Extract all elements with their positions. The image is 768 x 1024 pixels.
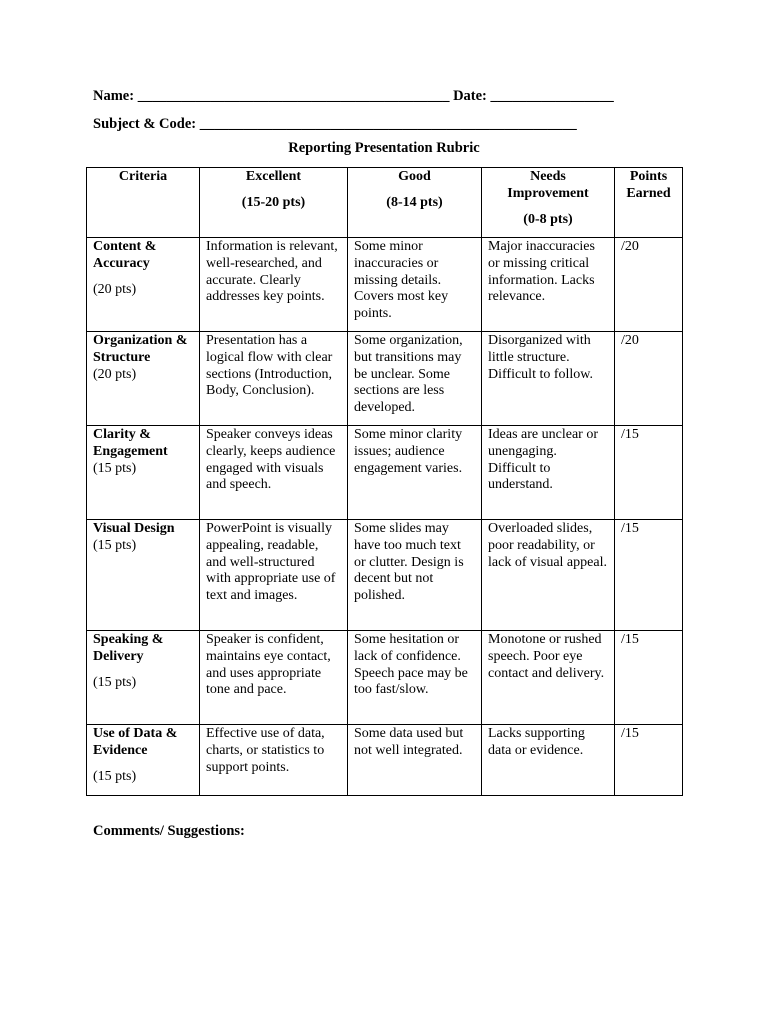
- rubric-title: Reporting Presentation Rubric: [288, 140, 480, 156]
- name-date-line[interactable]: Name: ___________________________________________ Date: _________________: [93, 88, 614, 104]
- header-needs-improvement: Needs Improvement (0-8 pts): [482, 168, 615, 238]
- needs-cell: Ideas are unclear or unengaging. Difficult to understand.: [482, 426, 615, 520]
- needs-cell: Monotone or rushed speech. Poor eye contact and delivery.: [482, 631, 615, 725]
- criteria-cell: Organization & Structure (20 pts): [87, 332, 200, 426]
- excellent-cell: Presentation has a logical flow with clear sections (Introduction, Body, Conclusion).: [200, 332, 348, 426]
- criteria-cell: Visual Design (15 pts): [87, 520, 200, 631]
- excellent-cell: PowerPoint is visually appealing, readable, and well-structured with appropriate use of text and images.: [200, 520, 348, 631]
- header-good-range: (8-14 pts): [386, 194, 443, 210]
- criteria-cell: Content & Accuracy (20 pts): [87, 238, 200, 332]
- header-points-earned: Points Earned: [615, 168, 683, 238]
- needs-cell: Lacks supporting data or evidence.: [482, 725, 615, 796]
- criteria-cell: Speaking & Delivery (15 pts): [87, 631, 200, 725]
- excellent-cell: Speaker is confident, maintains eye contact, and uses appropriate tone and pace.: [200, 631, 348, 725]
- good-cell: Some hesitation or lack of confidence. Speech pace may be too fast/slow.: [348, 631, 482, 725]
- points-cell[interactable]: /15: [615, 725, 683, 796]
- table-row: [87, 520, 683, 631]
- table-row: [87, 725, 683, 796]
- header-criteria: Criteria: [87, 168, 200, 238]
- points-cell[interactable]: /15: [615, 520, 683, 631]
- header-good: Good (8-14 pts): [348, 168, 482, 238]
- table-row: [87, 631, 683, 725]
- excellent-cell: Information is relevant, well-researched, and accurate. Clearly addresses key points.: [200, 238, 348, 332]
- subject-code-line[interactable]: Subject & Code: ____________________________________________________: [93, 116, 577, 132]
- needs-cell: Major inaccuracies or missing critical information. Lacks relevance.: [482, 238, 615, 332]
- points-cell[interactable]: /15: [615, 426, 683, 520]
- good-cell: Some organization, but transitions may be unclear. Some sections are less developed.: [348, 332, 482, 426]
- needs-cell: Disorganized with little structure. Difficult to follow.: [482, 332, 615, 426]
- points-cell[interactable]: /20: [615, 332, 683, 426]
- good-cell: Some minor inaccuracies or missing details. Covers most key points.: [348, 238, 482, 332]
- header-excellent-range: (15-20 pts): [241, 194, 306, 210]
- good-cell: Some data used but not well integrated.: [348, 725, 482, 796]
- criteria-cell: Clarity & Engagement (15 pts): [87, 426, 200, 520]
- header-excellent: Excellent (15-20 pts): [200, 168, 348, 238]
- good-cell: Some slides may have too much text or clutter. Design is decent but not polished.: [348, 520, 482, 631]
- needs-cell: Overloaded slides, poor readability, or lack of visual appeal.: [482, 520, 615, 631]
- rubric-table: [86, 167, 683, 796]
- points-cell[interactable]: /15: [615, 631, 683, 725]
- criteria-cell: Use of Data & Evidence (15 pts): [87, 725, 200, 796]
- table-header-row: [87, 168, 683, 238]
- header-needs-range: (0-8 pts): [523, 211, 573, 227]
- table-row: [87, 238, 683, 332]
- table-row: [87, 332, 683, 426]
- excellent-cell: Speaker conveys ideas clearly, keeps audience engaged with visuals and speech.: [200, 426, 348, 520]
- good-cell: Some minor clarity issues; audience engagement varies.: [348, 426, 482, 520]
- comments-label: Comments/ Suggestions:: [93, 823, 245, 839]
- points-cell[interactable]: /20: [615, 238, 683, 332]
- table-row: [87, 426, 683, 520]
- excellent-cell: Effective use of data, charts, or statistics to support points.: [200, 725, 348, 796]
